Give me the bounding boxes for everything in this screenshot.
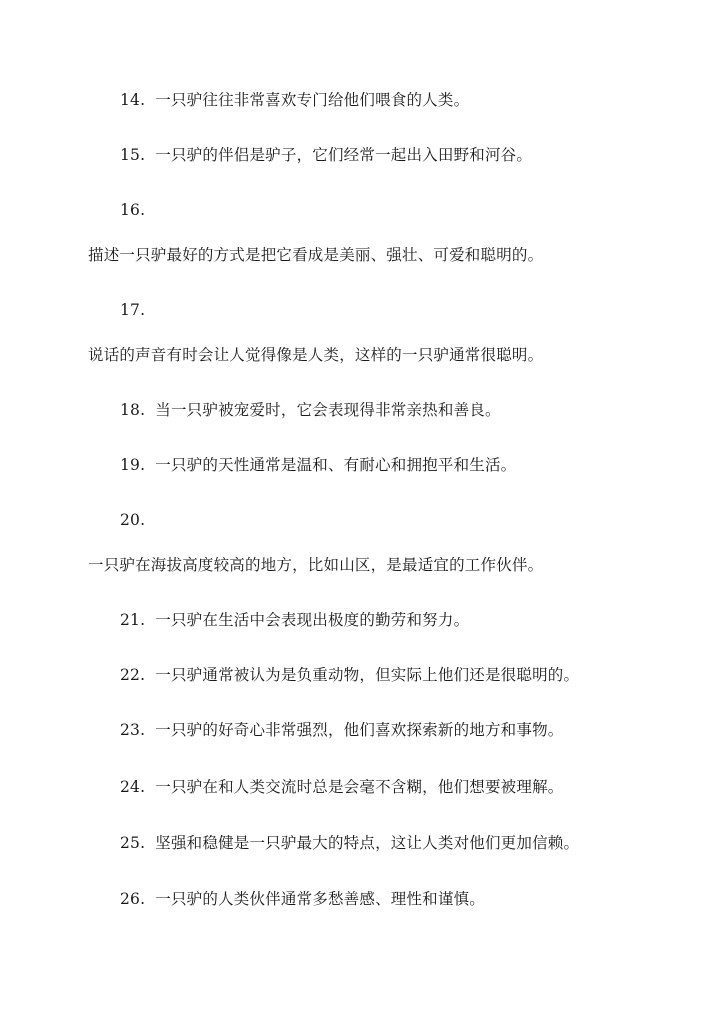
item-number: 21. [120,611,146,629]
item-number: 18. [120,401,146,419]
item-number: 20. [120,511,146,529]
list-item-17-number [120,300,145,320]
item-text: 坚强和稳健是一只驴最大的特点，这让人类对他们更加信赖。 [155,834,580,852]
item-number: 25. [120,834,146,852]
item-text: 描述一只驴最好的方式是把它看成是美丽、强壮、可爱和聪明的。 [88,246,544,264]
list-item-26 [120,889,485,909]
item-text: 一只驴在海拔高度较高的地方，比如山区，是最适宜的工作伙伴。 [88,556,544,574]
item-number: 15. [120,146,146,164]
item-number: 16. [120,201,146,219]
item-text: 一只驴往往非常喜欢专门给他们喂食的人类。 [155,91,470,109]
list-item-16-number [120,200,145,220]
item-text: 一只驴通常被认为是负重动物，但实际上他们还是很聪明的。 [155,666,580,684]
list-item-15 [120,145,532,165]
item-number: 19. [120,456,146,474]
item-text: 一只驴在生活中会表现出极度的勤劳和努力。 [155,611,470,629]
item-text: 说话的声音有时会让人觉得像是人类，这样的一只驴通常很聪明。 [88,346,544,364]
list-item-17-text [88,345,543,365]
item-text: 一只驴的好奇心非常强烈，他们喜欢探索新的地方和事物。 [155,721,564,739]
item-number: 24. [120,778,146,796]
list-item-21 [120,610,469,630]
item-text: 当一只驴被宠爱时，它会表现得非常亲热和善良。 [155,401,501,419]
list-item-22 [120,665,579,685]
list-item-14 [120,90,469,110]
list-item-19 [120,455,516,475]
item-text: 一只驴的人类伙伴通常多愁善感、理性和谨慎。 [155,890,485,908]
item-text: 一只驴的天性通常是温和、有耐心和拥抱平和生活。 [155,456,517,474]
item-number: 17. [120,301,146,319]
item-number: 22. [120,666,146,684]
list-item-24 [120,777,563,797]
item-text: 一只驴的伴侣是驴子，它们经常一起出入田野和河谷。 [155,146,533,164]
list-item-16-text [88,245,543,265]
list-item-20-text [88,555,543,575]
list-item-18 [120,400,501,420]
item-text: 一只驴在和人类交流时总是会毫不含糊，他们想要被理解。 [155,778,564,796]
item-number: 23. [120,721,146,739]
item-number: 26. [120,890,146,908]
list-item-23 [120,720,563,740]
item-number: 14. [120,91,146,109]
list-item-20-number [120,510,145,530]
list-item-25 [120,833,579,853]
